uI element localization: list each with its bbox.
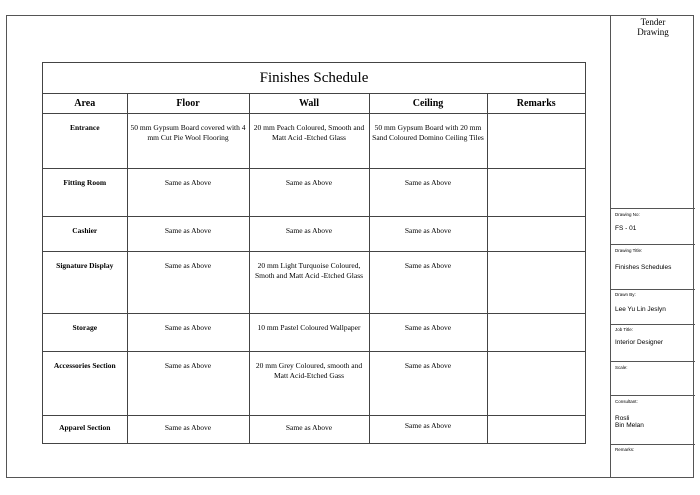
cell-remarks xyxy=(487,252,585,314)
cell-remarks xyxy=(487,314,585,352)
divider xyxy=(611,289,695,290)
cell-wall: Same as Above xyxy=(249,416,369,443)
cell-floor: Same as Above xyxy=(127,252,249,314)
table-row xyxy=(43,169,585,217)
cell-ceiling: Same as Above xyxy=(369,352,487,416)
header-remarks: Remarks xyxy=(487,94,585,114)
remarks-label: Remarks: xyxy=(615,447,635,452)
cell-ceiling: Same as Above xyxy=(369,169,487,217)
finishes-schedule-table xyxy=(42,62,586,444)
cell-area: Storage xyxy=(43,314,127,352)
divider xyxy=(611,444,695,445)
drawing-title-value: Finishes Schedules xyxy=(615,264,672,271)
divider xyxy=(611,361,695,362)
job-title-value: Interior Designer xyxy=(615,339,664,346)
cell-remarks xyxy=(487,114,585,169)
header-ceiling: Ceiling xyxy=(369,94,487,114)
cell-area: Apparel Section xyxy=(43,416,127,443)
divider xyxy=(611,395,695,396)
cell-remarks xyxy=(487,217,585,252)
cell-floor: Same as Above xyxy=(127,352,249,416)
header-wall: Wall xyxy=(249,94,369,114)
cell-wall: Same as Above xyxy=(249,217,369,252)
scale-label: Scale: xyxy=(615,365,628,370)
cell-area: Fitting Room xyxy=(43,169,127,217)
title-block xyxy=(610,15,694,478)
schedule-title: Finishes Schedule xyxy=(43,63,585,94)
cell-floor: Same as Above xyxy=(127,217,249,252)
table-row xyxy=(43,252,585,314)
cell-area: Accessories Section xyxy=(43,352,127,416)
header-row xyxy=(43,94,585,114)
table-row xyxy=(43,217,585,252)
drawing-status: Tender Drawing xyxy=(637,17,669,37)
divider xyxy=(611,324,695,325)
cell-remarks xyxy=(487,352,585,416)
cell-wall: 20 mm Grey Coloured, smooth and Matt Acid-Etched Gass xyxy=(249,352,369,416)
table-row xyxy=(43,114,585,169)
consultant-label: Consultant: xyxy=(615,399,638,404)
cell-wall: Same as Above xyxy=(249,169,369,217)
cell-floor: 50 mm Gypsum Board covered with 4 mm Cut Pie Wool Flooring xyxy=(127,114,249,169)
drawing-no-label: Drawing No: xyxy=(615,212,640,217)
drawing-title-label: Drawing Title: xyxy=(615,248,643,253)
cell-wall: 10 mm Pastel Coloured Wallpaper xyxy=(249,314,369,352)
drawn-by-value: Lee Yu Lin Jeslyn xyxy=(615,306,666,313)
cell-area: Signature Display xyxy=(43,252,127,314)
drawn-by-label: Drawn By: xyxy=(615,292,636,297)
table-row xyxy=(43,352,585,416)
drawing-no-value: FS - 01 xyxy=(615,225,637,232)
cell-remarks xyxy=(487,416,585,443)
table-row xyxy=(43,314,585,352)
cell-ceiling: Same as Above xyxy=(369,314,487,352)
divider xyxy=(611,208,695,209)
cell-area: Cashier xyxy=(43,217,127,252)
cell-ceiling: 50 mm Gypsum Board with 20 mm Sand Coloured Domino Ceiling Tiles xyxy=(369,114,487,169)
header-floor: Floor xyxy=(127,94,249,114)
cell-ceiling: Same as Above xyxy=(369,252,487,314)
cell-ceiling: Same as Above xyxy=(369,416,487,443)
consultant-line1: Rosli xyxy=(615,415,630,422)
cell-ceiling: Same as Above xyxy=(369,217,487,252)
consultant-line2: Bin Melan xyxy=(615,422,644,429)
cell-wall: 20 mm Peach Coloured, Smooth and Matt Acid -Etched Glass xyxy=(249,114,369,169)
schedule-grid xyxy=(43,94,585,443)
cell-remarks xyxy=(487,169,585,217)
cell-wall: 20 mm Light Turquoise Coloured, Smoth and Matt Acid -Etched Glass xyxy=(249,252,369,314)
table-row xyxy=(43,416,585,443)
cell-floor: Same as Above xyxy=(127,416,249,443)
job-title-label: Job Title: xyxy=(615,327,634,332)
cell-area: Entrance xyxy=(43,114,127,169)
header-area: Area xyxy=(43,94,127,114)
divider xyxy=(611,244,695,245)
cell-floor: Same as Above xyxy=(127,169,249,217)
cell-floor: Same as Above xyxy=(127,314,249,352)
